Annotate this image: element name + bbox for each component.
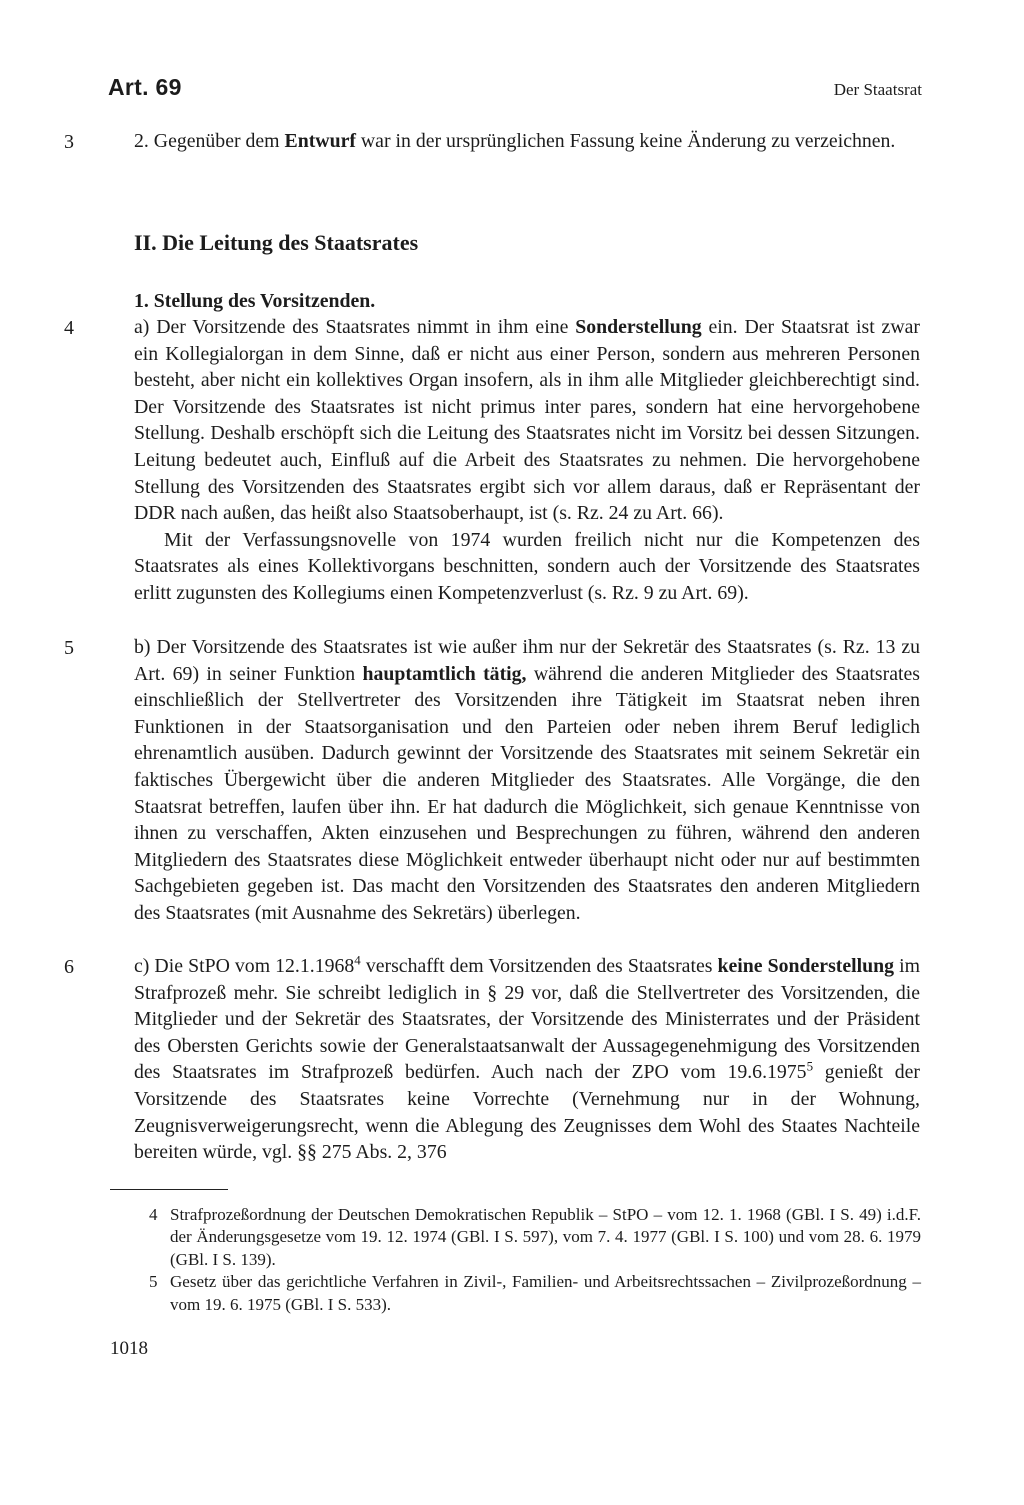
bold-term: keine Sonderstellung	[717, 955, 895, 977]
footnote-item	[149, 1204, 921, 1271]
paragraph-6	[134, 953, 920, 1166]
paragraph-text: c) Die StPO vom 12.1.1968	[134, 955, 355, 977]
paragraph-4	[134, 314, 920, 607]
footnotes	[149, 1204, 921, 1316]
page-number: 1018	[110, 1338, 148, 1359]
paragraph-text: genießt der Vorsitzende des Staatsrates keine Vorrechte (Vernehmung nur in der Wohnung, Zeugnisverweigerungsrecht, wenn die Ablegung des Zeugnisses dem Wohl des Staates Nachteile bereiten würde, vgl. §§ 275 Abs. 2, 376	[134, 1061, 920, 1164]
bold-term: Entwurf	[284, 130, 356, 152]
margin-number: 5	[64, 637, 74, 659]
section-heading: II. Die Leitung des Staatsrates	[134, 230, 419, 255]
footnote-text: Gesetz über das gerichtliche Verfahren in Zivil-, Familien- und Arbeitsrechtssachen – Zivilprozeßordnung – vom 19. 6. 1975 (GBl. I S. 533).	[170, 1272, 921, 1314]
paragraph-continuation: Mit der Verfassungsnovelle von 1974 wurden freilich nicht nur die Kompetenzen des Staatsrates als eines Kollektivorgans beschnitten, sondern auch der Vorsitzende des Staatsrates erlitt zugunsten des Kollegiums einen Kompetenzverlust (s. Rz. 9 zu Art. 69).	[134, 528, 920, 604]
paragraph-text: während die anderen Mitglieder des Staatsrates einschließlich der Stellvertreter des Vorsitzenden ihre Tätigkeit im Staatsrat neben ihren Funktionen in der Staatsorganisation und den Parteien oder neben ihrem Beruf lediglich ehrenamtlich ausüben. Dadurch gewinnt der Vorsitzende des Staatsrates mit seinem Sekretär ein faktisches Übergewicht über die anderen Mitglieder des Staatsrates. Alle Vorgänge, die den Staatsrat betreffen, laufen über ihn. Er hat dadurch die Möglichkeit, sich genaue Kenntnisse von ihnen zu verschaffen, Akten einzusehen und Besprechungen zu führen, während den anderen Mitgliedern des Staatsrates diese Möglichkeit entweder überhaupt nicht oder nur auf bestimmten Sachgebieten gegeben ist. Das macht den Vorsitzenden des Staatsrates den anderen Mitgliedern des Staatsrates (mit Ausnahme des Sekretärs) überlegen.	[134, 662, 920, 924]
section-title: Der Staatsrat	[833, 80, 922, 99]
running-header	[108, 70, 922, 110]
margin-number: 6	[64, 956, 74, 978]
footnote-number: 4	[149, 1205, 158, 1224]
bold-term: Sonderstellung	[575, 316, 702, 338]
paragraph-3	[134, 128, 920, 155]
paragraph-text: war in der ursprünglichen Fassung keine Änderung zu verzeichnen.	[355, 130, 896, 152]
footnote-reference[interactable]: 5	[806, 1058, 814, 1074]
paragraph-text: verschafft dem Vorsitzenden des Staatsrates	[360, 955, 718, 977]
paragraph-text: a) Der Vorsitzende des Staatsrates nimmt in ihm eine	[134, 316, 576, 338]
footnote-number: 5	[149, 1272, 158, 1292]
paragraph-text: 2. Gegenüber dem	[134, 130, 285, 152]
subheading	[134, 288, 920, 315]
footnote-item	[149, 1271, 921, 1316]
paragraph-text: im Strafprozeß mehr. Sie schreibt lediglich in § 29 vor, daß die Stellvertreter des Vorsitzenden, die Mitglieder und der Sekretär des Staatsrates, der Vorsitzende des Ministerrates und der Präsident des Obersten Gerichts sowie der Generalstaatsanwalt der Aussagegenehmigung des Vorsitzenden des Staatsrates im Strafprozeß bedürfen. Auch nach der ZPO vom 19.6.1975	[134, 955, 920, 1084]
subheading-text: 1. Stellung des Vorsitzenden.	[134, 290, 376, 312]
bold-term: hauptamtlich tätig,	[362, 662, 527, 685]
footnote-text: Strafprozeßordnung der Deutschen Demokratischen Republik – StPO – vom 12. 1. 1968 (GBl. I S. 49) i.d.F. der Änderungsgesetze vom 19. 12. 1974 (GBl. I S. 597), vom 7. 4. 1977 (GBl. I S. 100) und vom 28. 6. 1979 (GBl. I S. 139).	[170, 1205, 921, 1269]
article-label: Art. 69	[108, 74, 182, 100]
footnote-divider	[110, 1189, 228, 1190]
paragraph-text: ein. Der Staatsrat ist zwar ein Kollegialorgan in dem Sinne, daß er nicht aus einer Person, sondern aus mehreren Personen besteht, aber nicht ein kollektives Organ insofern, als in ihm alle Mitglieder gleichberechtigt sind. Der Vorsitzende des Staatsrates ist nicht primus inter pares, sondern hat eine hervorgehobene Stellung. Deshalb erschöpft sich die Leitung des Staatsrates nicht im Vorsitz bei dessen Sitzungen. Leitung bedeutet auch, Einfluß auf die Arbeit des Staatsrates zu nehmen. Die hervorgehobene Stellung des Vorsitzenden des Staatsrates ergibt sich vor allem daraus, daß er Repräsentant der DDR nach außen, das heißt also Staatsoberhaupt, ist (s. Rz. 24 zu Art. 66).	[134, 316, 920, 525]
paragraph-text: b) Der Vorsitzende des Staatsrates ist wie außer ihm nur der Sekretär des Staatsrates (s. Rz. 13 zu Art. 69) in seiner Funktion	[134, 636, 920, 685]
margin-number: 3	[64, 131, 74, 153]
footnote-reference[interactable]: 4	[354, 952, 361, 968]
margin-number: 4	[64, 317, 74, 339]
paragraph-5	[134, 634, 920, 927]
